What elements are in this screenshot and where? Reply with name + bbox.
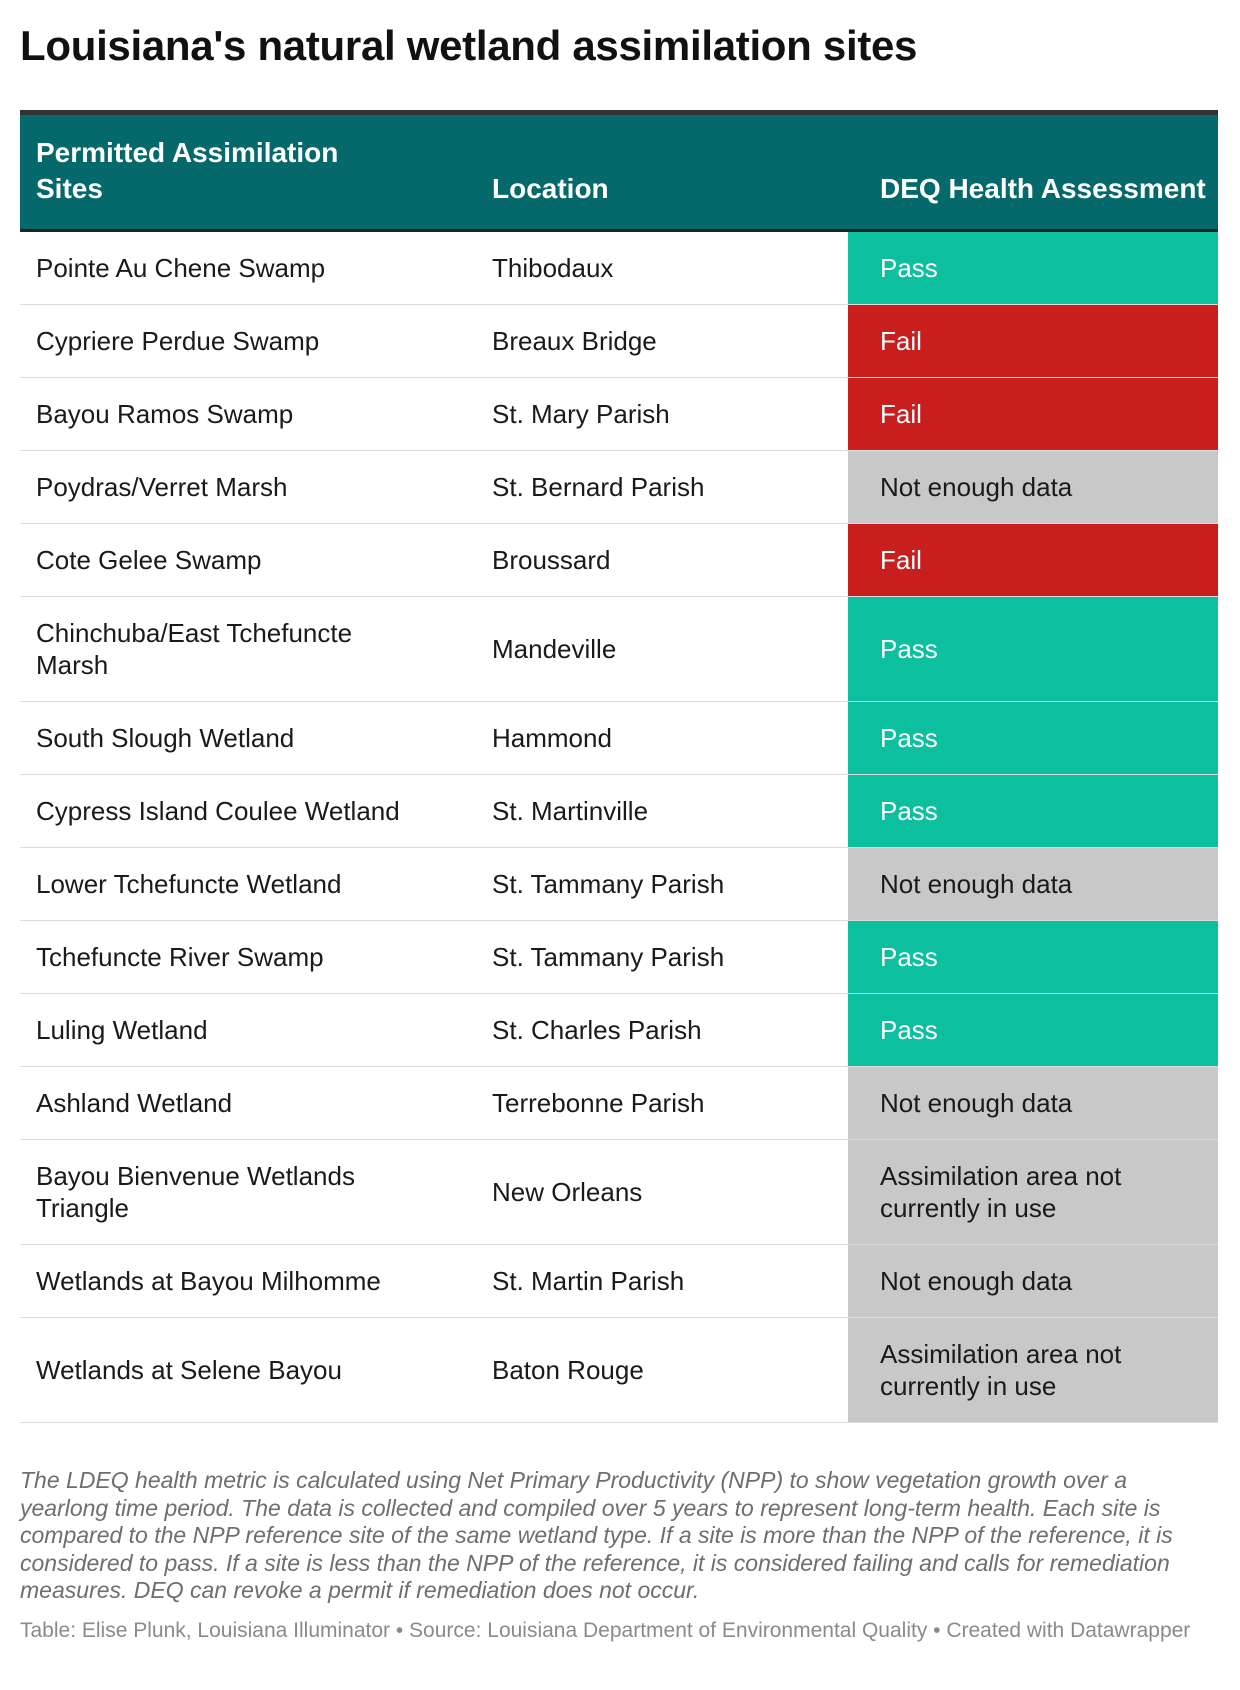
column-header-site: Permitted Assimilation Sites bbox=[20, 113, 476, 231]
cell-site: Cypriere Perdue Swamp bbox=[20, 305, 476, 378]
table-row bbox=[20, 848, 1218, 921]
cell-location: Hammond bbox=[476, 702, 848, 775]
table-row bbox=[20, 921, 1218, 994]
table-row bbox=[20, 378, 1218, 451]
cell-location: Breaux Bridge bbox=[476, 305, 848, 378]
cell-assessment: Fail bbox=[848, 378, 1218, 451]
cell-site: South Slough Wetland bbox=[20, 702, 476, 775]
table-row bbox=[20, 1140, 1218, 1245]
table-row bbox=[20, 597, 1218, 702]
cell-site: Bayou Bienvenue Wetlands Triangle bbox=[20, 1140, 476, 1245]
table-row bbox=[20, 994, 1218, 1067]
cell-assessment: Assimilation area not currently in use bbox=[848, 1318, 1218, 1423]
cell-assessment: Not enough data bbox=[848, 451, 1218, 524]
cell-assessment: Not enough data bbox=[848, 1067, 1218, 1140]
table-row bbox=[20, 305, 1218, 378]
table-body bbox=[20, 231, 1218, 1423]
cell-location: Mandeville bbox=[476, 597, 848, 702]
footnote: The LDEQ health metric is calculated using Net Primary Productivity (NPP) to show vegetation growth over a yearlong time period. The data is collected and compiled over 5 years to represent long-term health. Each site is compared to the NPP reference site of the same wetland type. If a site is more than the NPP of the reference, it is considered to pass. If a site is less than the NPP of the reference, it is considered failing and calls for remediation measures. DEQ can revoke a permit if remediation does not occur. bbox=[20, 1467, 1173, 1604]
cell-site: Pointe Au Chene Swamp bbox=[20, 231, 476, 305]
source-credit: Table: Elise Plunk, Louisiana Illuminator • Source: Louisiana Department of Environmental Quality • Created with Datawrapper bbox=[20, 1619, 1191, 1642]
cell-assessment: Pass bbox=[848, 231, 1218, 305]
table-row bbox=[20, 775, 1218, 848]
cell-site: Tchefuncte River Swamp bbox=[20, 921, 476, 994]
cell-site: Cypress Island Coulee Wetland bbox=[20, 775, 476, 848]
table-row bbox=[20, 1067, 1218, 1140]
cell-location: St. Tammany Parish bbox=[476, 921, 848, 994]
cell-location: New Orleans bbox=[476, 1140, 848, 1245]
cell-assessment: Pass bbox=[848, 702, 1218, 775]
table-row bbox=[20, 702, 1218, 775]
table-row bbox=[20, 1245, 1218, 1318]
cell-location: Baton Rouge bbox=[476, 1318, 848, 1423]
data-table bbox=[20, 110, 1218, 1423]
cell-assessment: Pass bbox=[848, 921, 1218, 994]
table-row bbox=[20, 451, 1218, 524]
cell-location: St. Martin Parish bbox=[476, 1245, 848, 1318]
table-row bbox=[20, 1318, 1218, 1423]
cell-location: St. Martinville bbox=[476, 775, 848, 848]
cell-assessment: Fail bbox=[848, 305, 1218, 378]
cell-site: Bayou Ramos Swamp bbox=[20, 378, 476, 451]
table-header-row bbox=[20, 113, 1218, 231]
cell-location: St. Mary Parish bbox=[476, 378, 848, 451]
table-row bbox=[20, 524, 1218, 597]
cell-location: St. Bernard Parish bbox=[476, 451, 848, 524]
cell-site: Wetlands at Bayou Milhomme bbox=[20, 1245, 476, 1318]
cell-assessment: Not enough data bbox=[848, 1245, 1218, 1318]
cell-site: Ashland Wetland bbox=[20, 1067, 476, 1140]
cell-site: Wetlands at Selene Bayou bbox=[20, 1318, 476, 1423]
cell-site: Cote Gelee Swamp bbox=[20, 524, 476, 597]
cell-assessment: Fail bbox=[848, 524, 1218, 597]
cell-assessment: Pass bbox=[848, 994, 1218, 1067]
column-header-assessment: DEQ Health Assessment bbox=[848, 113, 1218, 231]
cell-site: Chinchuba/East Tchefuncte Marsh bbox=[20, 597, 476, 702]
table-row bbox=[20, 231, 1218, 305]
cell-assessment: Pass bbox=[848, 597, 1218, 702]
cell-site: Poydras/Verret Marsh bbox=[20, 451, 476, 524]
column-header-location: Location bbox=[476, 113, 848, 231]
cell-assessment: Not enough data bbox=[848, 848, 1218, 921]
cell-assessment: Assimilation area not currently in use bbox=[848, 1140, 1218, 1245]
cell-location: Terrebonne Parish bbox=[476, 1067, 848, 1140]
cell-location: St. Tammany Parish bbox=[476, 848, 848, 921]
cell-location: St. Charles Parish bbox=[476, 994, 848, 1067]
cell-site: Luling Wetland bbox=[20, 994, 476, 1067]
cell-site: Lower Tchefuncte Wetland bbox=[20, 848, 476, 921]
cell-location: Thibodaux bbox=[476, 231, 848, 305]
chart-title: Louisiana's natural wetland assimilation sites bbox=[20, 22, 918, 69]
cell-assessment: Pass bbox=[848, 775, 1218, 848]
cell-location: Broussard bbox=[476, 524, 848, 597]
